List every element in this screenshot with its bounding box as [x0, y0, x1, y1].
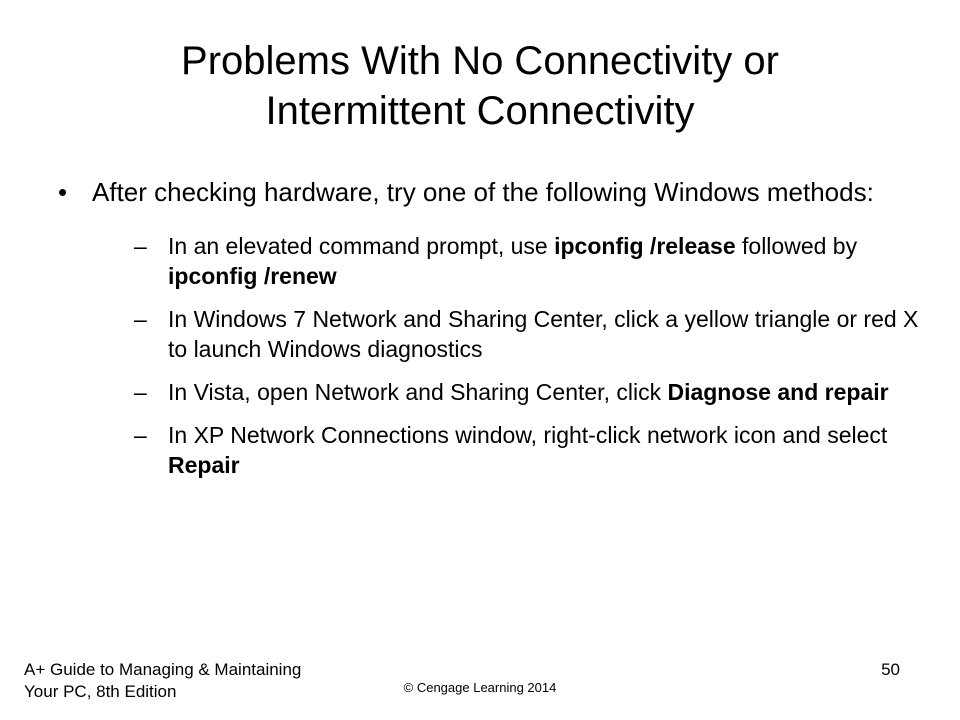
slide-title — [60, 36, 900, 136]
sub-item-ipconfig — [92, 231, 928, 291]
bullet-dot-icon: • — [58, 177, 68, 207]
footer-page-number: 50 — [881, 660, 900, 679]
sub-item-bold-text: Repair — [168, 452, 240, 478]
sub-list — [92, 231, 928, 480]
footer-book-title — [24, 659, 384, 703]
sub-item-windows7 — [92, 304, 928, 364]
sub-item-text: In Windows 7 Network and Sharing Center, click a yellow triangle or red X to launch Windows diagnostics — [168, 306, 919, 362]
bullet-text: After checking hardware, try one of the following Windows methods: — [92, 177, 874, 207]
sub-item-bold-text: ipconfig /renew — [168, 263, 337, 289]
dash-icon: – — [134, 422, 147, 448]
slide-title-line-2: Intermittent Connectivity — [265, 89, 695, 133]
sub-item-bold-text: Diagnose and repair — [667, 379, 889, 405]
dash-icon: – — [134, 379, 147, 405]
sub-item-text: In Vista, open Network and Sharing Center, click — [168, 379, 668, 405]
bullet-item — [58, 176, 928, 480]
sub-item-text: followed by — [735, 233, 858, 259]
dash-icon: – — [134, 306, 147, 332]
footer-book-line-1: A+ Guide to Managing & Maintaining — [24, 660, 302, 679]
sub-item-xp — [92, 420, 928, 480]
bullet-list — [58, 176, 928, 493]
slide-title-line-1: Problems With No Connectivity or — [181, 39, 779, 83]
dash-icon: – — [134, 233, 147, 259]
footer-copyright: © Cengage Learning 2014 — [403, 680, 557, 695]
sub-item-vista — [92, 377, 928, 407]
footer-book-line-2: Your PC, 8th Edition — [24, 682, 177, 701]
sub-item-bold-text: ipconfig /release — [554, 233, 736, 259]
sub-item-text: In XP Network Connections window, right-click network icon and select — [168, 422, 888, 448]
sub-item-text: In an elevated command prompt, use — [168, 233, 555, 259]
